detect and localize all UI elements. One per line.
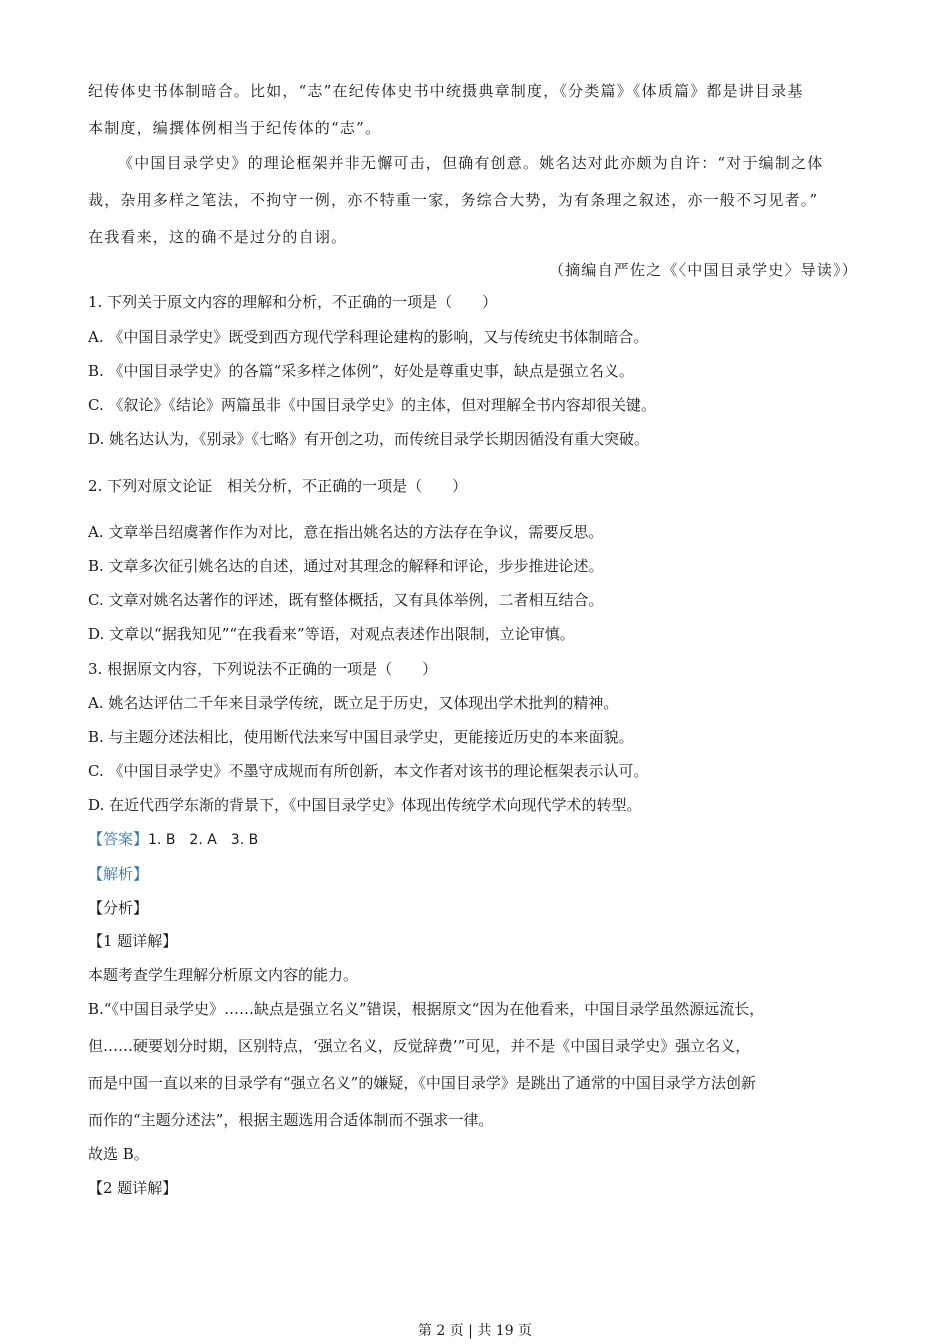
question-1-option-d: D. 姚名达认为，《别录》《七略》有开创之功，而传统目录学长期因循没有重大突破。 bbox=[88, 430, 650, 448]
q1-intro: 本题考查学生理解分析原文内容的能力。 bbox=[88, 966, 359, 984]
passage-line: 《中国目录学史》的理论框架并非无懈可击，但确有创意。姚名达对此亦颇为自许：“对于编制之体 bbox=[118, 154, 824, 172]
analysis-label: 【解析】 bbox=[88, 865, 149, 883]
question-2-stem: 2. 下列对原文论证 相关分析，不正确的一项是（ ） bbox=[88, 477, 468, 495]
question-1-option-a: A. 《中国目录学史》既受到西方现代学科理论建构的影响，又与传统史书体制暗合。 bbox=[88, 328, 649, 346]
question-3-option-c: C. 《中国目录学史》不墨守成规而有所创新，本文作者对该书的理论框架表示认可。 bbox=[88, 762, 649, 780]
passage-line: 裁，杂用多样之笔法，不拘守一例，亦不特重一家，务综合大势，为有条理之叙述，亦一般不习见者。” bbox=[88, 191, 819, 209]
q1-detail-heading: 【1 题详解】 bbox=[88, 932, 178, 950]
question-2-option-d: D. 文章以“据我知见”“在我看来”等语，对观点表述作出限制，立论审慎。 bbox=[88, 625, 575, 643]
question-3-option-b: B. 与主题分述法相比，使用断代法来写中国目录学史，更能接近历史的本来面貌。 bbox=[88, 728, 634, 746]
question-2-option-a: A. 文章举吕绍虞著作作为对比，意在指出姚名达的方法存在争议，需要反思。 bbox=[88, 523, 604, 541]
passage-line: 在我看来，这的确不是过分的自诩。 bbox=[88, 228, 348, 246]
question-1-option-b: B. 《中国目录学史》的各篇“采多样之体例”，好处是尊重史事，缺点是强立名义。 bbox=[88, 362, 634, 380]
question-3-option-d: D. 在近代西学东渐的背景下，《中国目录学史》体现出传统学术向现代学术的转型。 bbox=[88, 796, 642, 814]
passage-source: （摘编自严佐之《〈中国目录学史〉导读》） bbox=[548, 261, 858, 279]
question-1-option-c: C. 《叙论》《结论》两篇虽非《中国目录学史》的主体，但对理解全书内容却很关键。 bbox=[88, 396, 656, 414]
answer-label: 【答案】 bbox=[88, 830, 149, 848]
question-1-stem: 1. 下列关于原文内容的理解和分析，不正确的一项是（ ） bbox=[88, 293, 498, 311]
answer-value: 1. B 2. A 3. B bbox=[148, 832, 259, 848]
passage-line: 纪传体史书体制暗合。比如，“志”在纪传体史书中统摄典章制度，《分类篇》《体质篇》都是讲目录基 bbox=[88, 82, 804, 100]
question-3-option-a: A. 姚名达评估二千年来目录学传统，既立足于历史，又体现出学术批判的精神。 bbox=[88, 694, 619, 712]
q1-explanation-line: 但……硬要划分时期，区别特点，‘强立名义，反觉辞费’”可见，并不是《中国目录学史》强立名义， bbox=[88, 1037, 751, 1055]
q1-explanation-line: 而是中国一直以来的目录学有“强立名义”的嫌疑，《中国目录学》是跳出了通常的中国目录学方法创新 bbox=[88, 1074, 756, 1092]
page-footer: 第 2 页 | 共 19 页 bbox=[417, 1323, 533, 1339]
question-2-option-c: C. 文章对姚名达著作的评述，既有整体概括，又有具体举例，二者相互结合。 bbox=[88, 591, 604, 609]
question-2-option-b: B. 文章多次征引姚名达的自述，通过对其理念的解释和评论，步步推进论述。 bbox=[88, 557, 604, 575]
passage-line: 本制度，编撰体例相当于纪传体的“志”。 bbox=[88, 119, 382, 137]
q1-explanation-line: 而作的“主题分述法”，根据主题选用合适体制而不强求一律。 bbox=[88, 1111, 494, 1129]
question-3-stem: 3. 根据原文内容，下列说法不正确的一项是（ ） bbox=[88, 660, 438, 678]
q1-conclusion: 故选 B。 bbox=[88, 1145, 149, 1163]
answer-line bbox=[88, 828, 868, 851]
analysis-heading: 【分析】 bbox=[88, 899, 149, 917]
q2-detail-heading: 【2 题详解】 bbox=[88, 1179, 178, 1197]
q1-explanation-line: B.“《中国目录学史》……缺点是强立名义”错误，根据原文“因为在他看来，中国目录学虽然源远流长， bbox=[88, 1000, 765, 1018]
